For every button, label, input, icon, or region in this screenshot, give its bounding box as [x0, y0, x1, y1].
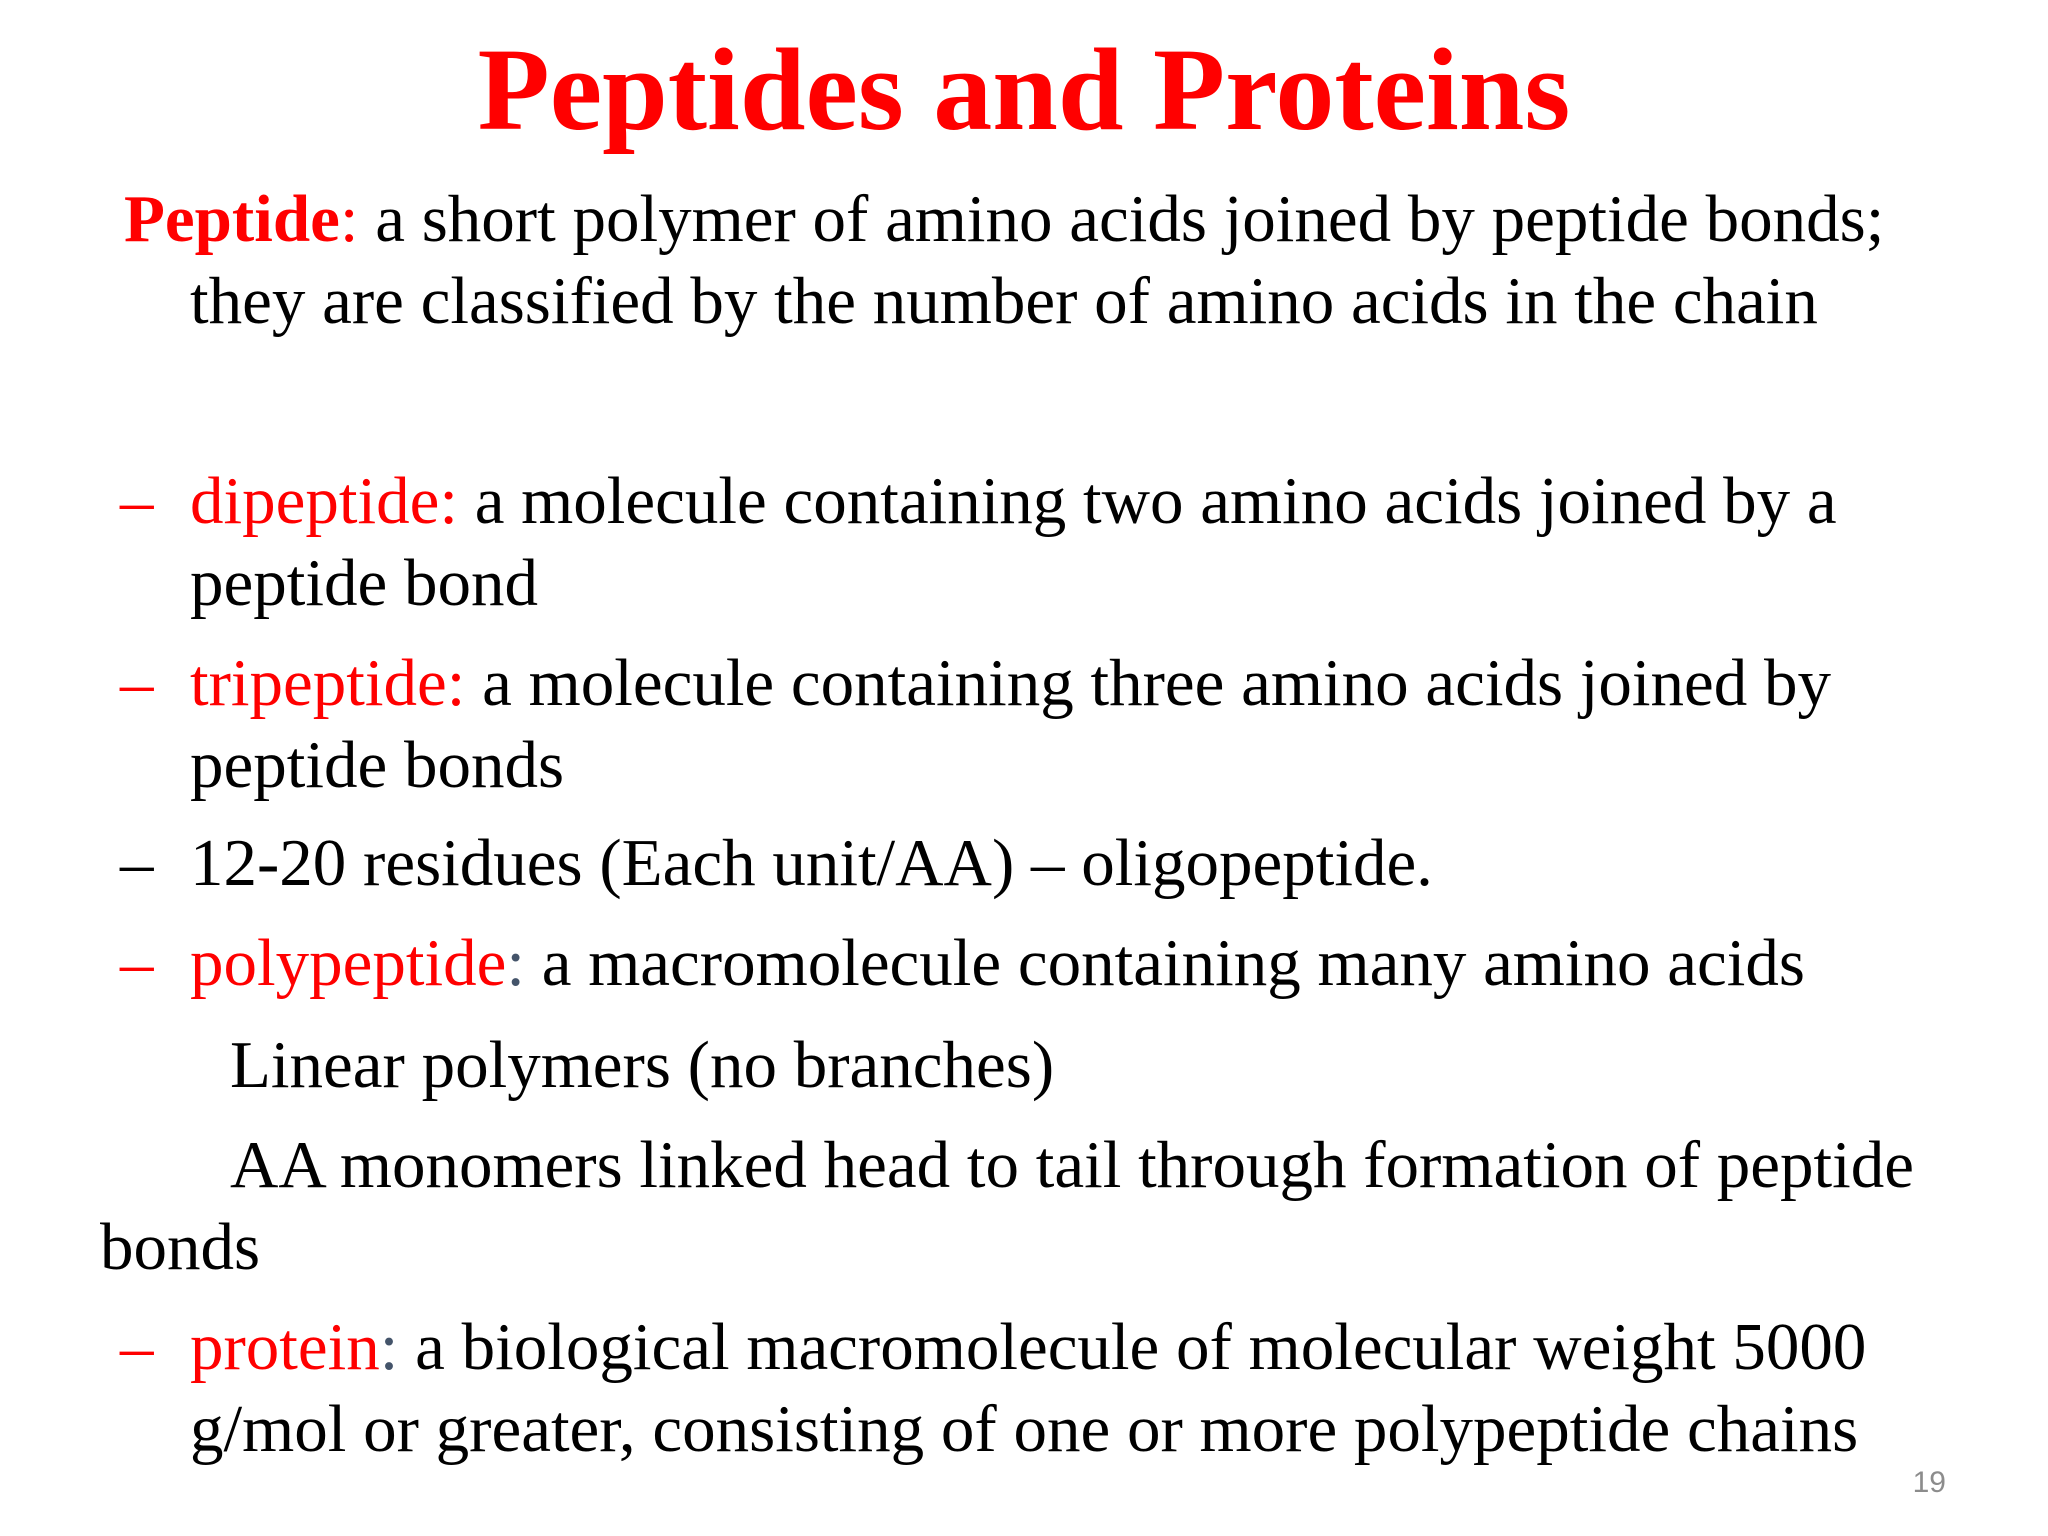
tripeptide-term: tripeptide:	[190, 646, 466, 720]
dipeptide-text-1: a molecule containing two amino acids joined by a	[457, 464, 1837, 538]
polypeptide-sub-2: AA monomers linked head to tail through formation of peptide	[230, 1128, 1914, 1202]
polypeptide-sub-1: Linear polymers (no branches)	[230, 1028, 1055, 1102]
tripeptide-line-2: peptide bonds	[190, 728, 565, 802]
peptide-definition-text-1: a short polymer of amino acids joined by peptide bonds;	[358, 182, 1885, 256]
oligopeptide-line: 12-20 residues (Each unit/AA) – oligopeptide.	[190, 826, 1433, 900]
polypeptide-text-1: a macromolecule containing many amino acids	[524, 926, 1805, 1000]
tripeptide-text-1: a molecule containing three amino acids joined by	[465, 646, 1831, 720]
bullet-dash: –	[120, 464, 154, 538]
protein-line-2: g/mol or greater, consisting of one or more polypeptide chains	[190, 1392, 1859, 1466]
polypeptide-colon: :	[506, 926, 525, 1000]
peptide-definition-line-2: they are classified by the number of amino acids in the chain	[190, 264, 1818, 338]
dipeptide-line-1	[190, 460, 1837, 542]
peptide-colon: :	[339, 182, 359, 256]
protein-line-1	[190, 1306, 1866, 1388]
protein-term: protein	[190, 1310, 380, 1384]
protein-colon: :	[379, 1310, 399, 1384]
protein-text-1: a biological macromolecule of molecular weight 5000	[398, 1310, 1867, 1384]
peptide-definition-line-1	[124, 178, 1884, 260]
peptide-term: Peptide	[124, 182, 340, 256]
polypeptide-sub-2-cont: bonds	[100, 1210, 261, 1284]
polypeptide-term: polypeptide	[190, 926, 507, 1000]
polypeptide-line-1	[190, 922, 1805, 1004]
bullet-dash: –	[120, 926, 154, 1000]
tripeptide-line-1	[190, 642, 1831, 724]
slide-title: Peptides and Proteins	[477, 24, 1571, 155]
dipeptide-line-2: peptide bond	[190, 546, 538, 620]
bullet-dash: –	[120, 1310, 154, 1384]
page-number: 19	[1912, 1466, 1946, 1499]
dipeptide-term: dipeptide:	[190, 464, 458, 538]
bullet-dash: –	[120, 646, 154, 720]
bullet-dash: –	[120, 826, 154, 900]
